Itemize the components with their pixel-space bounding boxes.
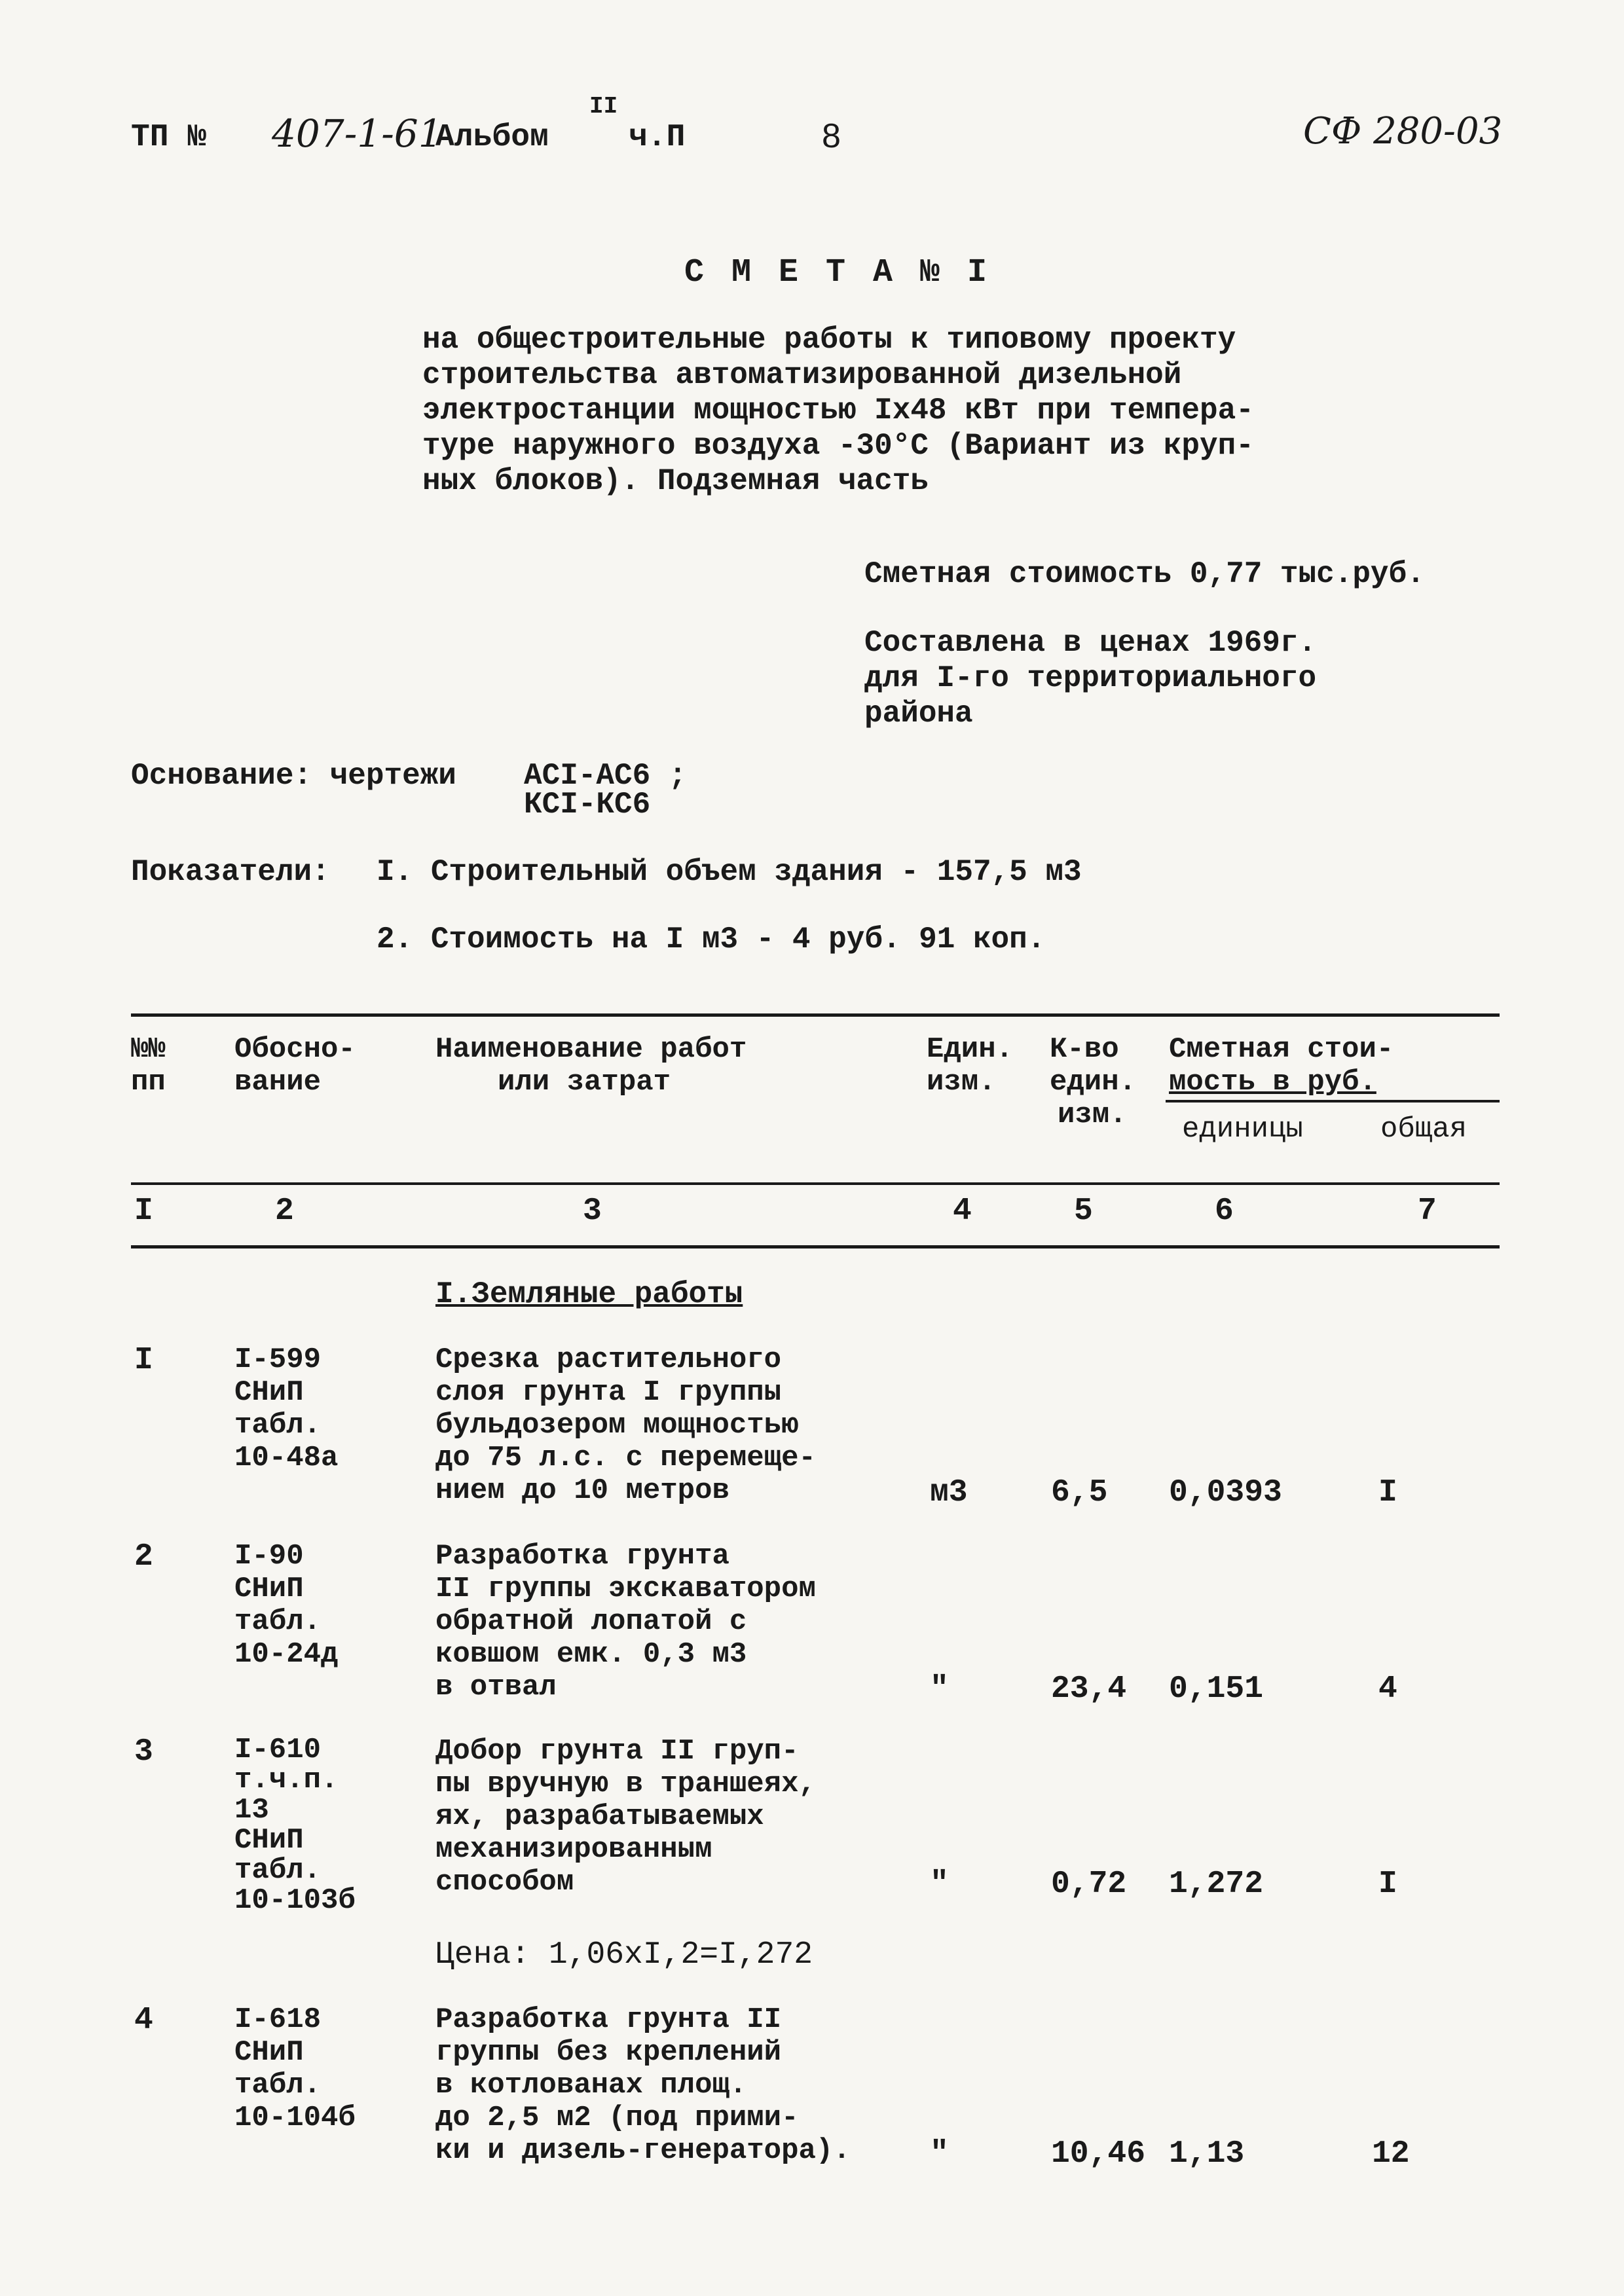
col-number-4: 4 <box>953 1194 972 1229</box>
col-header-line: Наименование работ <box>435 1033 747 1066</box>
col-header-line: Един. <box>927 1033 1014 1066</box>
description-line: до 75 л.с. с перемеще- <box>435 1442 816 1474</box>
basis-line: I-90 <box>234 1540 304 1573</box>
row-unit: " <box>930 1867 949 1902</box>
document-code: СФ 280-03 <box>1303 110 1503 153</box>
row-unit: " <box>930 2136 949 2172</box>
compiled-line: Составлена в ценах 1969г. <box>864 626 1317 660</box>
page-number: 8 <box>822 117 841 155</box>
col-header-line: пп <box>131 1066 166 1099</box>
col-header-line: изм. <box>1058 1099 1127 1131</box>
row-number: 2 <box>134 1539 153 1575</box>
album-number: II <box>589 93 618 120</box>
row-total: 12 <box>1372 2136 1410 2172</box>
description-line: слоя грунта I группы <box>435 1376 782 1409</box>
col-header-line: №№ <box>131 1033 166 1066</box>
basis-line: 10-104б <box>234 2102 356 2134</box>
row-unit-price: 1,13 <box>1169 2136 1245 2172</box>
cost-subheader-rule <box>1166 1100 1500 1102</box>
compiled-prices <box>864 625 1316 731</box>
description-line: способом <box>435 1866 574 1899</box>
col-header-quantity <box>1050 1033 1136 1131</box>
basis-line: табл. <box>234 1854 322 1887</box>
description-line: на общестроительные работы к типовому проекту <box>422 323 1236 357</box>
description-line: до 2,5 м2 (под прими- <box>435 2102 799 2134</box>
col-header-line: един. <box>1050 1066 1137 1099</box>
col-header-line: К-во <box>1050 1033 1119 1066</box>
col-number-5: 5 <box>1074 1194 1093 1229</box>
row-number: 3 <box>134 1734 153 1770</box>
basis-line: I-610 <box>234 1734 322 1766</box>
description-line: ки и дизель-генератора). <box>435 2134 851 2167</box>
col-header-line: Обосно- <box>234 1033 356 1066</box>
row-total: I <box>1378 1867 1397 1902</box>
description-line: обратной лопатой с <box>435 1605 747 1638</box>
basis-line: СНиП <box>234 1824 304 1857</box>
col-number-1: I <box>134 1194 153 1229</box>
col-header-line: Сметная стои- <box>1169 1033 1394 1066</box>
col-header-name <box>435 1033 747 1099</box>
basis-line: табл. <box>234 1409 322 1442</box>
description-line: нием до 10 метров <box>435 1474 729 1507</box>
row-total: I <box>1378 1475 1397 1510</box>
basis-line: т.ч.п. <box>234 1764 339 1796</box>
row-basis <box>234 1735 356 1916</box>
basis-line: 10-103б <box>234 1884 356 1917</box>
row-unit: " <box>930 1671 949 1707</box>
col-number-7: 7 <box>1418 1194 1437 1229</box>
row-description <box>435 1343 816 1507</box>
row-number: 4 <box>134 2003 153 2038</box>
description-line: в отвал <box>435 1671 557 1704</box>
basis-line: табл. <box>234 2069 322 2102</box>
description-line: Срезка растительного <box>435 1343 782 1376</box>
basis-line: 10-48а <box>234 1442 339 1474</box>
basis-line: СНиП <box>234 1376 304 1409</box>
indicator-cost-per-m3: 2. Стоимость на I м3 - 4 руб. 91 коп. <box>377 922 1046 957</box>
description-line: электростанции мощностью Iх48 кВт при темпера- <box>422 393 1254 428</box>
col-header-unit <box>927 1033 1013 1099</box>
estimate-heading: С М Е Т А № I <box>684 254 991 291</box>
row-quantity: 10,46 <box>1051 2136 1146 2172</box>
row-unit: м3 <box>930 1475 968 1510</box>
description-line: Добор грунта II груп- <box>435 1735 799 1768</box>
estimate-description <box>422 322 1254 499</box>
description-line: II группы экскаватором <box>435 1573 816 1605</box>
row-unit-price: 0,151 <box>1169 1671 1264 1707</box>
col-header-line: изм. <box>927 1066 996 1099</box>
row-description <box>435 1735 816 1899</box>
table-numbers-rule <box>131 1245 1500 1248</box>
description-line: группы без креплений <box>435 2036 782 2069</box>
indicators-label: Показатели: <box>131 855 330 889</box>
tp-label: ТП № <box>131 120 207 155</box>
row-unit-price: 1,272 <box>1169 1867 1264 1902</box>
row-basis <box>234 1540 338 1671</box>
col-header-line: мость в руб. <box>1169 1066 1376 1099</box>
description-line: бульдозером мощностью <box>435 1409 799 1442</box>
col-header-number <box>131 1033 166 1099</box>
part-label: ч.П <box>629 120 686 155</box>
basis-line: 13 <box>234 1794 269 1827</box>
basis-line: СНиП <box>234 1573 304 1605</box>
row-description <box>435 1540 816 1704</box>
description-line: ковшом емк. 0,3 м3 <box>435 1638 747 1671</box>
basis-label: Основание: чертежи <box>131 759 456 793</box>
row-description <box>435 2003 851 2167</box>
row-total: 4 <box>1378 1671 1397 1707</box>
row-basis <box>234 2003 356 2134</box>
estimated-cost: Сметная стоимость 0,77 тыс.руб. <box>864 557 1425 591</box>
basis-line: СНиП <box>234 2036 304 2069</box>
album-label: Альбом <box>435 120 549 155</box>
col-header-cost <box>1169 1033 1393 1099</box>
row-quantity: 6,5 <box>1051 1475 1108 1510</box>
compiled-line: района <box>864 697 973 731</box>
compiled-line: для I-го территориального <box>864 661 1317 695</box>
description-line: ных блоков). Подземная часть <box>422 464 929 498</box>
row-quantity: 23,4 <box>1051 1671 1127 1707</box>
description-line: ях, разрабатываемых <box>435 1800 764 1833</box>
basis-line: I-599 <box>234 1343 322 1376</box>
description-line: Разработка грунта <box>435 1540 729 1573</box>
col-header-total: общая <box>1380 1113 1467 1146</box>
col-number-2: 2 <box>275 1194 294 1229</box>
table-header-rule <box>131 1182 1500 1185</box>
row-basis <box>234 1343 338 1474</box>
description-line: пы вручную в траншеях, <box>435 1768 816 1800</box>
description-line: туре наружного воздуха -30°С (Вариант из круп- <box>422 429 1254 463</box>
row-price-note: Цена: 1,06хI,2=I,272 <box>435 1937 813 1973</box>
col-header-line: или затрат <box>498 1066 671 1099</box>
col-number-6: 6 <box>1215 1194 1234 1229</box>
row-quantity: 0,72 <box>1051 1867 1127 1902</box>
basis-drawings-kc: КСI-КС6 <box>524 788 651 822</box>
col-header-unit-price: единицы <box>1182 1113 1303 1146</box>
col-header-basis <box>234 1033 356 1099</box>
description-line: в котлованах площ. <box>435 2069 747 2102</box>
basis-line: I-618 <box>234 2003 322 2036</box>
section-title: I.Земляные работы <box>435 1277 743 1311</box>
description-line: механизированным <box>435 1833 712 1866</box>
col-header-line: вание <box>234 1066 322 1099</box>
indicator-volume: I. Строительный объем здания - 157,5 м3 <box>377 855 1082 889</box>
basis-line: табл. <box>234 1605 322 1638</box>
basis-line: 10-24д <box>234 1638 339 1671</box>
description-line: Разработка грунта II <box>435 2003 782 2036</box>
table-top-rule <box>131 1013 1500 1017</box>
row-number: I <box>134 1343 153 1378</box>
description-line: строительства автоматизированной дизельной <box>422 358 1182 392</box>
col-number-3: 3 <box>583 1194 602 1229</box>
row-unit-price: 0,0393 <box>1169 1475 1282 1510</box>
project-number: 407-1-61 <box>272 111 443 156</box>
basis-drawings-ac: АСI-АС6 ; <box>524 759 687 793</box>
